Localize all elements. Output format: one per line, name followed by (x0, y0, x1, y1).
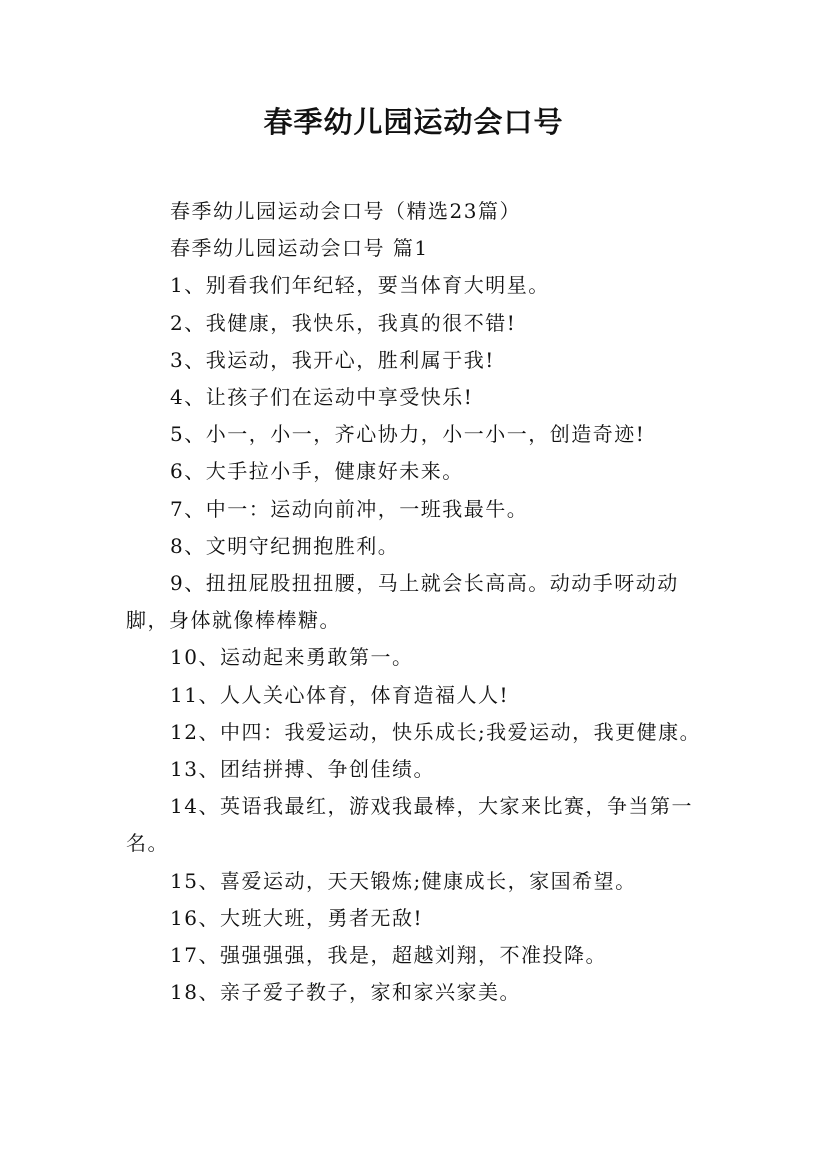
paragraph: 12、中四：我爱运动，快乐成长;我爱运动，我更健康。 (170, 719, 702, 744)
paragraph: 2、我健康，我快乐，我真的很不错! (170, 310, 517, 335)
paragraph: 14、英语我最红，游戏我最棒，大家来比赛，争当第一名。 (126, 794, 693, 856)
document-body (126, 193, 716, 1011)
paragraph: 15、喜爱运动，天天锻炼;健康成长，家国希望。 (170, 868, 637, 893)
paragraph: 10、运动起来勇敢第一。 (170, 645, 414, 670)
paragraph: 5、小一，小一，齐心协力，小一小一，创造奇迹! (170, 422, 646, 447)
paragraph: 13、团结拼搏、争创佳绩。 (170, 757, 435, 782)
paragraph: 春季幼儿园运动会口号 篇1 (170, 236, 429, 261)
paragraph: 11、人人关心体育，体育造福人人! (170, 682, 509, 707)
paragraph: 6、大手拉小手，健康好未来。 (170, 459, 464, 484)
paragraph: 9、扭扭屁股扭扭腰，马上就会长高高。动动手呀动动脚，身体就像棒棒糖。 (126, 571, 679, 633)
paragraph: 春季幼儿园运动会口号（精选23篇） (170, 199, 521, 223)
paragraph: 4、让孩子们在运动中享受快乐! (170, 385, 474, 410)
paragraph: 7、中一：运动向前冲，一班我最牛。 (170, 496, 529, 521)
paragraph: 8、文明守纪拥抱胜利。 (170, 533, 400, 558)
paragraph: 18、亲子爱子教子，家和家兴家美。 (170, 980, 521, 1005)
paragraph: 17、强强强强，我是，超越刘翔，不准投降。 (170, 943, 607, 968)
document-title: 春季幼儿园运动会口号 (263, 105, 564, 139)
paragraph: 16、大班大班，勇者无敌! (170, 905, 423, 930)
paragraph: 3、我运动，我开心，胜利属于我! (170, 347, 495, 372)
paragraph: 1、别看我们年纪轻，要当体育大明星。 (170, 273, 550, 298)
